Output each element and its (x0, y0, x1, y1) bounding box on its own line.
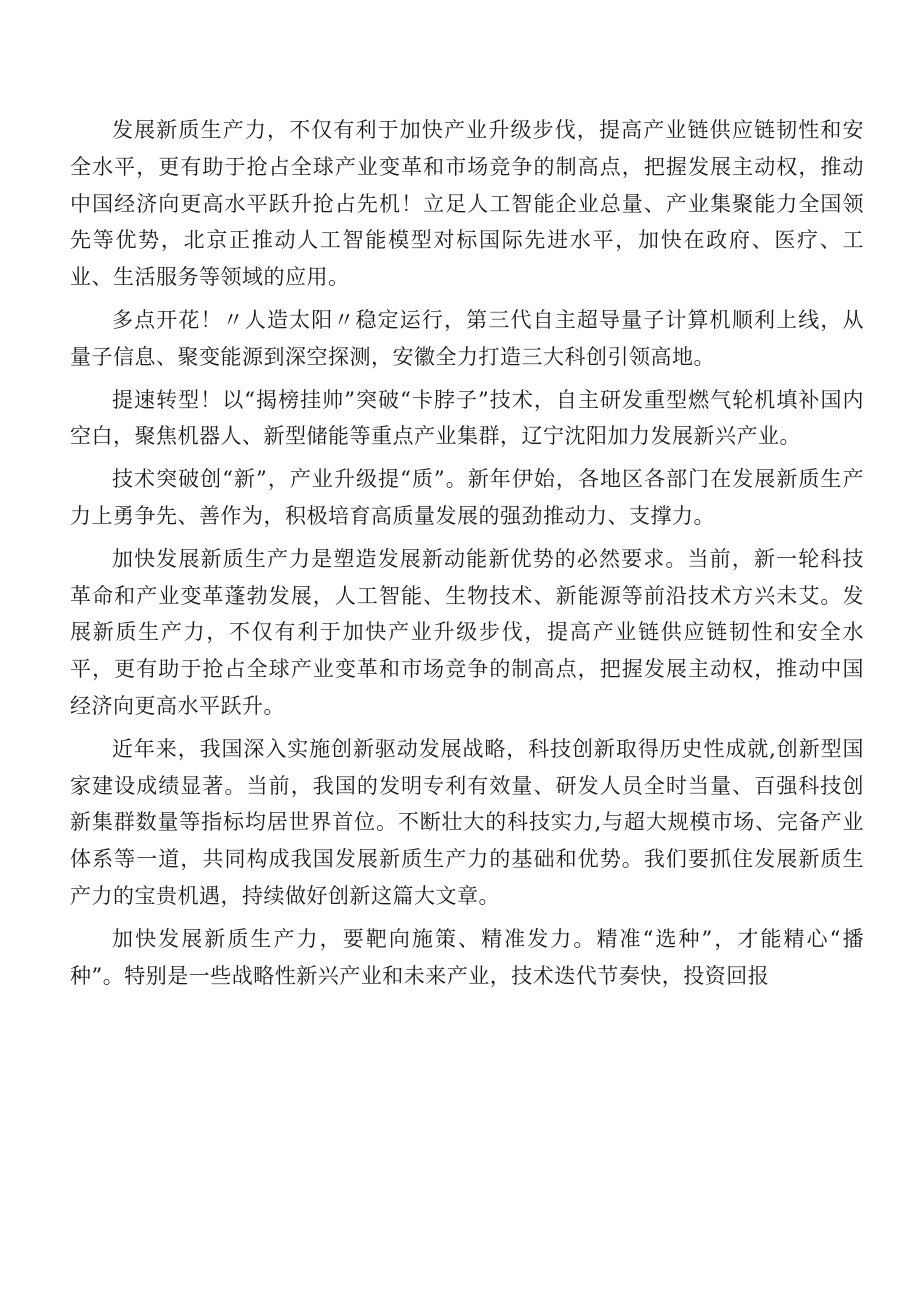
paragraph-7: 加快发展新质生产力，要靶向施策、精准发力。精准“选种”，才能精心“播种”。特别是一些战略性新兴产业和未来产业，技术迭代节奏快，投资回报 (70, 926, 864, 988)
paragraph-5: 加快发展新质生产力是塑造发展新动能新优势的必然要求。当前，新一轮科技革命和产业变革蓬勃发展，人工智能、生物技术、新能源等前沿技术方兴未艾。发展新质生产力，不仅有利于加快产业升级步伐，提高产业链供应链韧性和安全水平，更有助于抢占全球产业变革和市场竞争的制高点，把握发展主动权，推动中国经济向更高水平跃升。 (70, 546, 864, 718)
paragraph-2: 多点开花！〃人造太阳〃稳定运行，第三代自主超导量子计算机顺利上线，从量子信息、聚变能源到深空探测，安徽全力打造三大科创引领高地。 (70, 307, 864, 369)
paragraph-4: 技术突破创“新”，产业升级提“质”。新年伊始，各地区各部门在发展新质生产力上勇争先、善作为，积极培育高质量发展的强劲推动力、支撑力。 (70, 467, 864, 528)
paragraph-6: 近年来，我国深入实施创新驱动发展战略，科技创新取得历史性成就,创新型国家建设成绩显著。当前，我国的发明专利有效量、研发人员全时当量、百强科技创新集群数量等指标均居世界首位。不断壮大的科技实力,与超大规模市场、完备产业体系等一道，共同构成我国发展新质生产力的基础和优势。我们要抓住发展新质生产力的宝贵机遇，持续做好创新这篇大文章。 (70, 736, 864, 908)
paragraph-1: 发展新质生产力，不仅有利于加快产业升级步伐，提高产业链供应链韧性和安全水平，更有助于抢占全球产业变革和市场竞争的制高点，把握发展主动权，推动中国经济向更高水平跃升抢占先机！立足人工智能企业总量、产业集聚能力全国领先等优势，北京正推动人工智能模型对标国际先进水平，加快在政府、医疗、工业、生活服务等领域的应用。 (70, 118, 864, 290)
paragraph-3: 提速转型！以“揭榜挂帅”突破“卡脖子”技术，自主研发重型燃气轮机填补国内空白，聚焦机器人、新型储能等重点产业集群，辽宁沈阳加力发展新兴产业。 (70, 387, 864, 449)
